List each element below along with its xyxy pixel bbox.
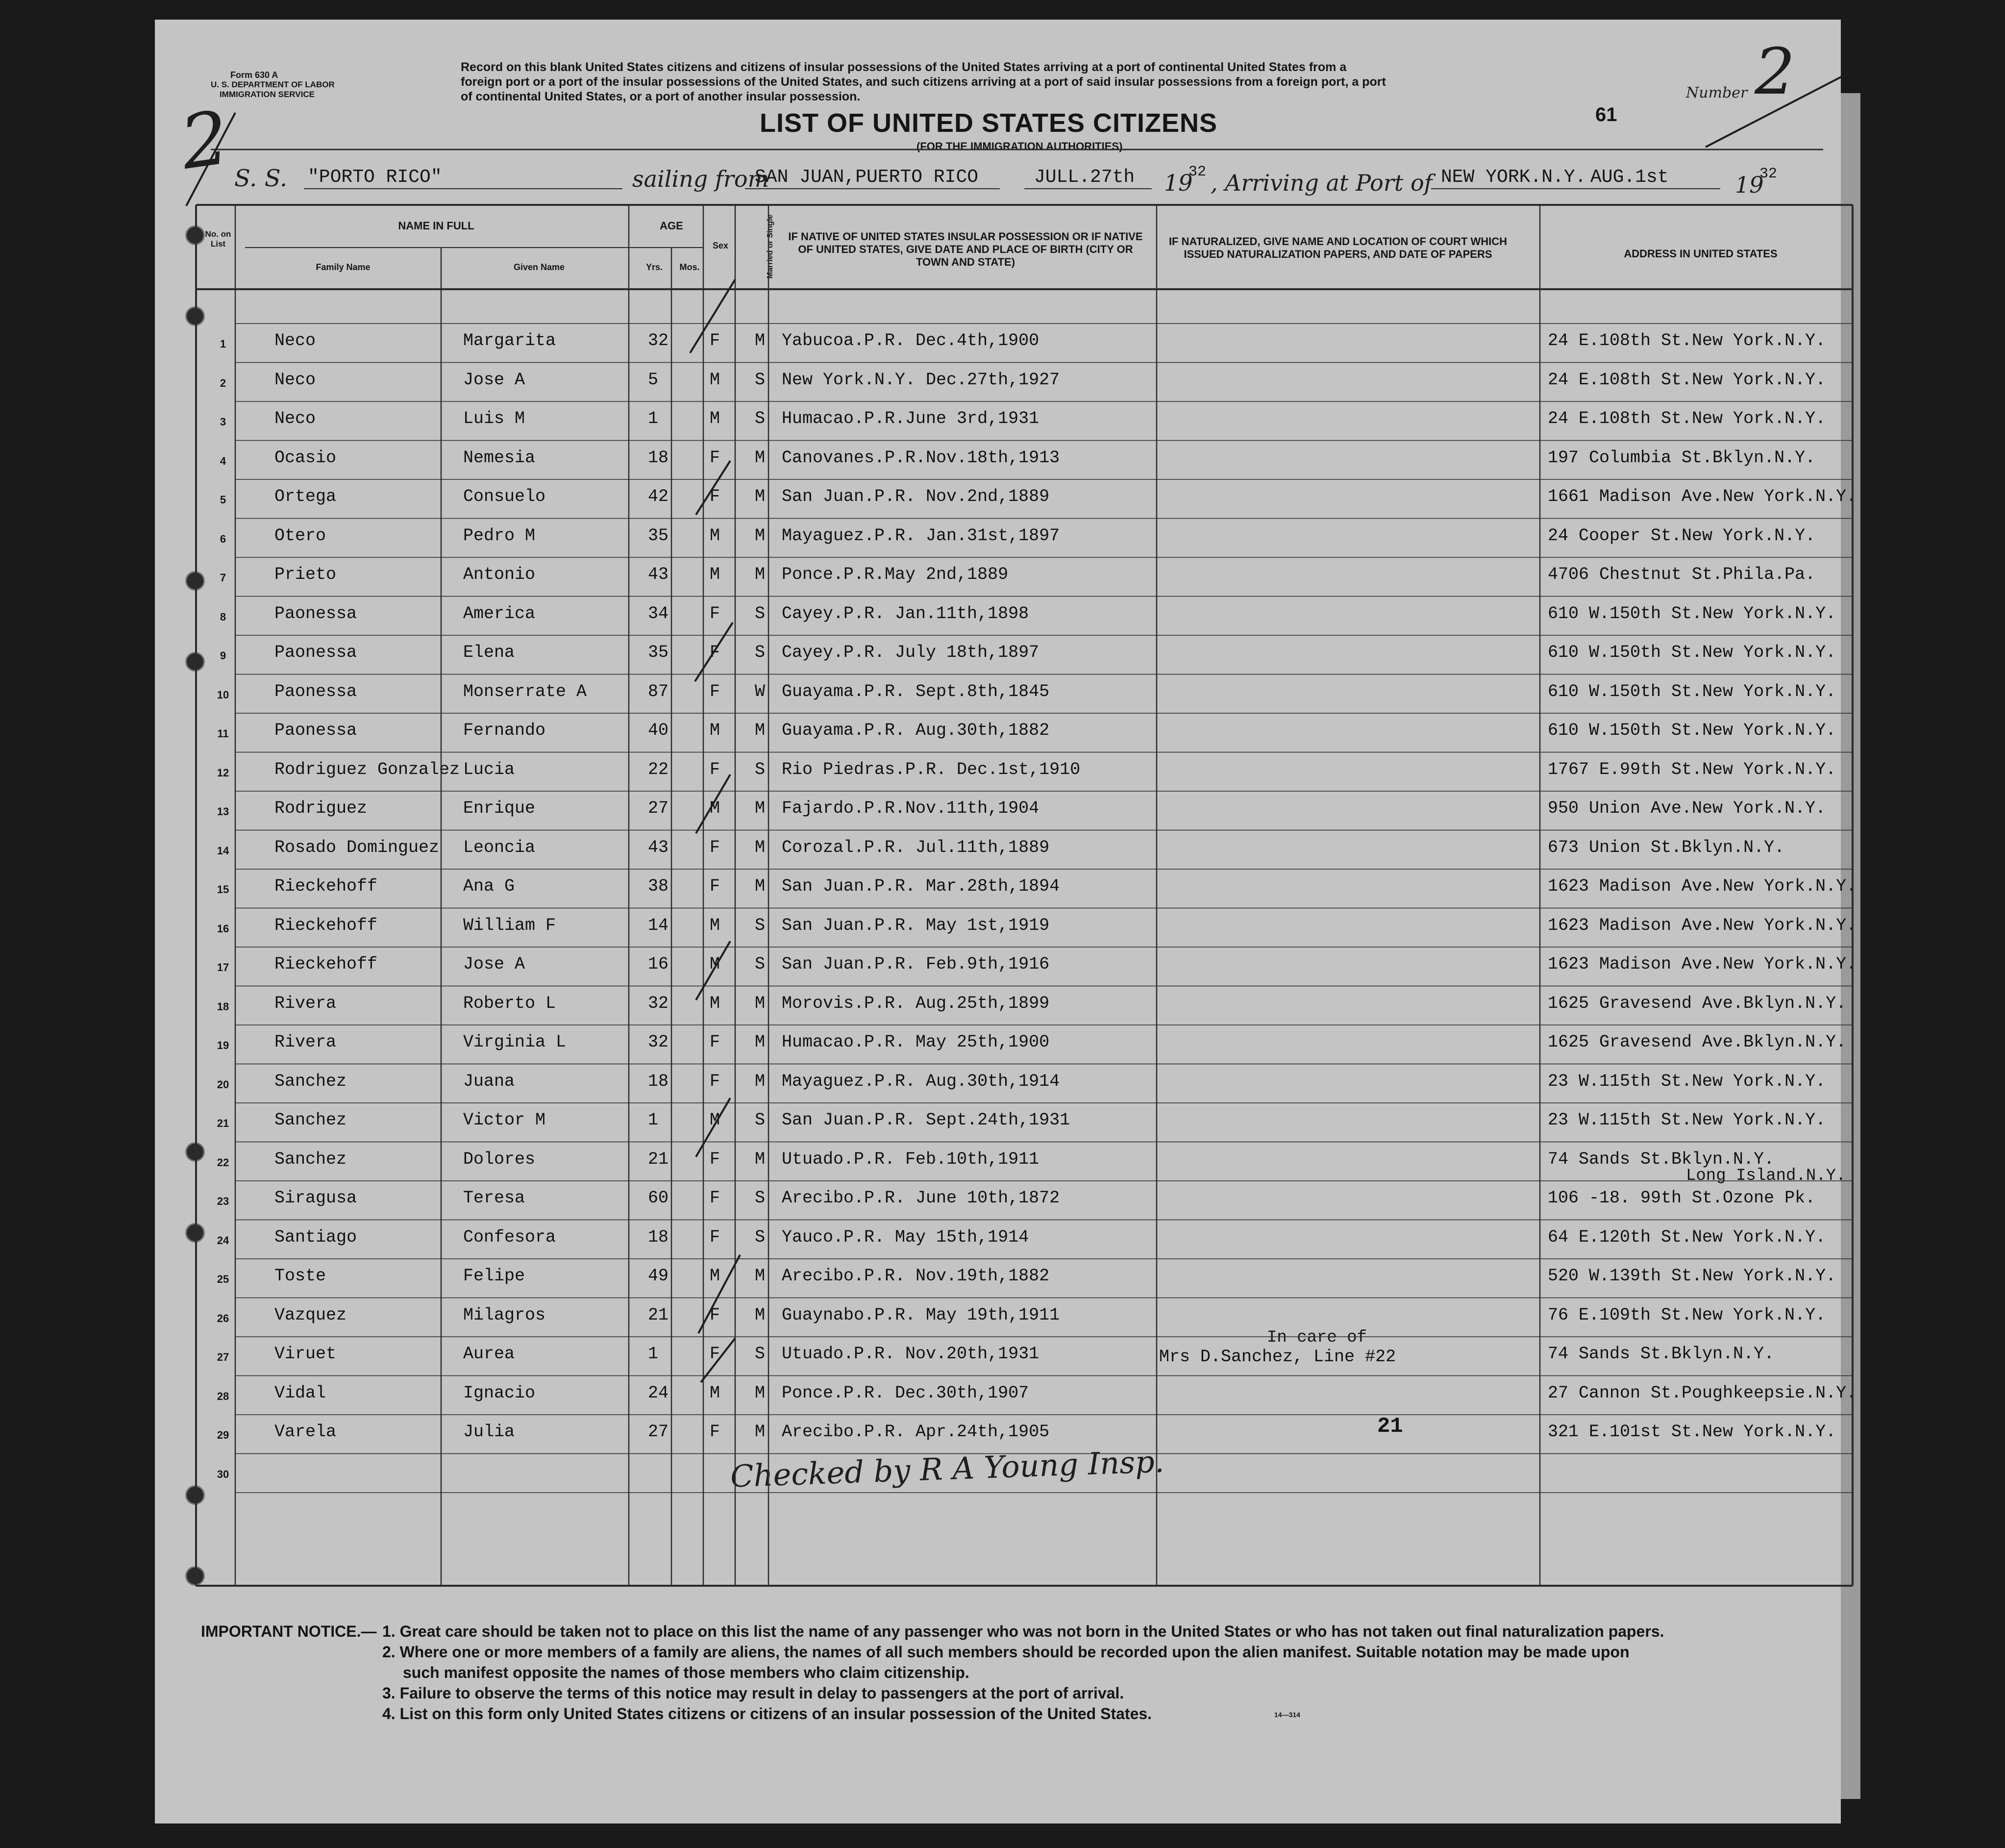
- given-name: Milagros: [463, 1305, 546, 1325]
- given-name: Roberto L: [463, 993, 556, 1013]
- birth-place-date: Cayey.P.R. Jan.11th,1898: [782, 603, 1029, 624]
- punch-hole: [185, 1142, 205, 1162]
- sex: M: [710, 993, 720, 1013]
- given-name: Margarita: [463, 331, 556, 350]
- address: 610 W.150th St.New York.N.Y.: [1548, 681, 1836, 701]
- sex: M: [710, 1110, 720, 1130]
- birth-place-date: San Juan.P.R. Feb.9th,1916: [782, 954, 1050, 974]
- notice-item-3: 3. Failure to observe the terms of this notice may result in delay to passengers at the port of arrival.: [382, 1684, 1124, 1702]
- sex: F: [710, 837, 720, 857]
- sex: F: [710, 448, 720, 468]
- family-name: Vazquez: [274, 1305, 347, 1325]
- given-name: Ana G: [463, 876, 515, 896]
- birth-place-date: Mayaguez.P.R. Aug.30th,1914: [782, 1071, 1060, 1091]
- age-years: 1: [648, 1344, 659, 1364]
- number-value: 2: [1755, 34, 1795, 109]
- row-number: 18: [217, 1000, 229, 1013]
- given-name: Antonio: [463, 565, 536, 584]
- dept-line-2: IMMIGRATION SERVICE: [220, 90, 315, 99]
- age-years: 40: [648, 721, 669, 740]
- marital-status: M: [755, 837, 766, 857]
- address: 23 W.115th St.New York.N.Y.: [1548, 1071, 1826, 1091]
- marital-status: S: [755, 759, 766, 779]
- age-years: 16: [648, 954, 669, 974]
- row-number: 19: [217, 1039, 229, 1051]
- row27-care-note: In care of: [1267, 1328, 1367, 1347]
- sex: F: [710, 1188, 720, 1208]
- row-number: 4: [220, 454, 226, 467]
- family-name: Sanchez: [274, 1149, 347, 1169]
- sex: F: [710, 1422, 720, 1442]
- family-name: Ocasio: [274, 448, 337, 468]
- address: 74 Sands St.Bklyn.N.Y.: [1548, 1344, 1775, 1364]
- sex: F: [710, 643, 720, 662]
- address: 1623 Madison Ave.New York.N.Y.: [1548, 876, 1857, 896]
- family-name: Varela: [274, 1422, 337, 1442]
- marital-status: S: [755, 954, 766, 974]
- row-number: 21: [217, 1117, 229, 1129]
- punch-hole: [185, 571, 205, 591]
- address: 197 Columbia St.Bklyn.N.Y.: [1548, 448, 1816, 468]
- marital-status: S: [755, 1227, 766, 1247]
- age-years: 60: [648, 1188, 669, 1208]
- dept-line-1: U. S. DEPARTMENT OF LABOR: [211, 80, 335, 89]
- sex: F: [710, 681, 720, 701]
- page-title: LIST OF UNITED STATES CITIZENS: [760, 108, 1217, 138]
- ss-label: S. S.: [234, 165, 288, 192]
- row-number: 26: [217, 1312, 229, 1324]
- sex: F: [710, 1227, 720, 1247]
- number-label: Number: [1686, 84, 1748, 101]
- row-number: 3: [220, 416, 226, 428]
- address: 1625 Gravesend Ave.Bklyn.N.Y.: [1548, 993, 1847, 1013]
- sex: F: [710, 1071, 720, 1091]
- family-name: Rivera: [274, 993, 337, 1013]
- sex: F: [710, 603, 720, 624]
- marital-status: M: [755, 1383, 766, 1403]
- address: 610 W.150th St.New York.N.Y.: [1548, 603, 1836, 624]
- age-years: 18: [648, 1227, 669, 1247]
- corner-mark: 2: [175, 95, 234, 186]
- age-years: 24: [648, 1383, 669, 1403]
- punch-hole: [185, 1485, 205, 1505]
- notice-item-1: 1. Great care should be taken not to place on this list the name of any passenger who was not born in the United States or who has not taken out final naturalization papers.: [382, 1623, 1664, 1640]
- sailing-date: JULL.27th: [1034, 167, 1135, 188]
- row-number: 23: [217, 1195, 229, 1207]
- address: 24 Cooper St.New York.N.Y.: [1548, 525, 1816, 546]
- marital-status: M: [755, 1266, 766, 1286]
- marital-status: M: [755, 1071, 766, 1091]
- family-name: Toste: [274, 1266, 326, 1286]
- age-years: 87: [648, 681, 669, 701]
- age-years: 21: [648, 1149, 669, 1169]
- marital-status: M: [755, 1032, 766, 1052]
- col-age: AGE: [660, 220, 683, 232]
- age-years: 35: [648, 643, 669, 662]
- row-number: 6: [220, 532, 226, 545]
- given-name: Julia: [463, 1422, 515, 1442]
- address: 4706 Chestnut St.Phila.Pa.: [1548, 565, 1816, 584]
- sex: F: [710, 1344, 720, 1364]
- row-number: 11: [217, 727, 229, 740]
- sailing-from: SAN JUAN,PUERTO RICO: [755, 167, 979, 188]
- form-id: Form 630 A: [230, 70, 278, 80]
- age-years: 34: [648, 603, 669, 624]
- birth-place-date: Canovanes.P.R.Nov.18th,1913: [782, 448, 1060, 468]
- age-years: 32: [648, 331, 669, 350]
- address: 1623 Madison Ave.New York.N.Y.: [1548, 915, 1857, 935]
- family-name: Rosado Dominguez: [274, 837, 440, 857]
- address: 64 E.120th St.New York.N.Y.: [1548, 1227, 1826, 1247]
- birth-place-date: Ponce.P.R.May 2nd,1889: [782, 565, 1009, 584]
- age-years: 38: [648, 876, 669, 896]
- marital-status: M: [755, 525, 766, 546]
- family-name: Ortega: [274, 487, 337, 506]
- marital-status: M: [755, 1422, 766, 1442]
- address: 1625 Gravesend Ave.Bklyn.N.Y.: [1548, 1032, 1847, 1052]
- marital-status: M: [755, 565, 766, 584]
- given-name: Virginia L: [463, 1032, 567, 1052]
- arriving-label: , Arriving at Port of: [1211, 170, 1433, 196]
- family-name: Paonessa: [274, 603, 357, 624]
- row-number: 28: [217, 1390, 229, 1402]
- given-name: Consuelo: [463, 487, 546, 506]
- family-name: Neco: [274, 370, 316, 390]
- sailing-year: 32: [1188, 164, 1207, 180]
- age-years: 32: [648, 1032, 669, 1052]
- sailing-from-label: sailing from: [632, 166, 769, 192]
- col-naturalized: IF NATURALIZED, GIVE NAME AND LOCATION OF COURT WHICH ISSUED NATURALIZATION PAPERS, AND DATE OF PAPERS: [1168, 235, 1508, 260]
- given-name: Monserrate A: [463, 681, 587, 701]
- marital-status: S: [755, 1110, 766, 1130]
- given-name: Victor M: [463, 1110, 546, 1130]
- row-number: 5: [220, 494, 226, 506]
- row-number: 2: [220, 376, 226, 389]
- age-years: 18: [648, 448, 669, 468]
- sex: M: [710, 565, 720, 584]
- address: 74 Sands St.Bklyn.N.Y.: [1548, 1149, 1775, 1169]
- col-sex: Sex: [712, 241, 729, 250]
- address: 520 W.139th St.New York.N.Y.: [1548, 1266, 1836, 1286]
- birth-place-date: Corozal.P.R. Jul.11th,1889: [782, 837, 1050, 857]
- family-name: Siragusa: [274, 1188, 357, 1208]
- birth-place-date: Utuado.P.R. Feb.10th,1911: [782, 1149, 1040, 1169]
- marital-status: M: [755, 721, 766, 740]
- sex: F: [710, 487, 720, 506]
- row-number: 16: [217, 922, 229, 935]
- age-years: 27: [648, 799, 669, 818]
- row-number: 25: [217, 1273, 229, 1285]
- birth-place-date: Yauco.P.R. May 15th,1914: [782, 1227, 1029, 1247]
- family-name: Paonessa: [274, 681, 357, 701]
- intro-line-3: of continental United States, or a port of another insular possession.: [461, 90, 861, 103]
- sex: F: [710, 1149, 720, 1169]
- birth-place-date: San Juan.P.R. Nov.2nd,1889: [782, 487, 1050, 506]
- marital-status: M: [755, 799, 766, 818]
- intro-line-1: Record on this blank United States citizens and citizens of insular possessions of the United States arriving at a port of continental United States from a: [461, 60, 1347, 74]
- address: 23 W.115th St.New York.N.Y.: [1548, 1110, 1826, 1130]
- family-name: Rodriguez: [274, 799, 368, 818]
- address: 610 W.150th St.New York.N.Y.: [1548, 643, 1836, 662]
- birth-place-date: San Juan.P.R. May 1st,1919: [782, 915, 1050, 935]
- row-number: 14: [217, 844, 229, 857]
- sex: M: [710, 954, 720, 974]
- birth-place-date: San Juan.P.R. Mar.28th,1894: [782, 876, 1060, 896]
- print-code: 14—314: [1274, 1711, 1300, 1719]
- marital-status: M: [755, 487, 766, 506]
- age-years: 5: [648, 370, 659, 390]
- row-number: 7: [220, 572, 226, 584]
- address: 673 Union St.Bklyn.N.Y.: [1548, 837, 1785, 857]
- given-name: Luis M: [463, 409, 525, 428]
- page-number: 61: [1595, 104, 1617, 125]
- birth-place-date: Cayey.P.R. July 18th,1897: [782, 643, 1040, 662]
- arrival-year: 32: [1759, 166, 1778, 182]
- age-years: 1: [648, 1110, 659, 1130]
- arrival-date: AUG.1st: [1590, 167, 1669, 188]
- row-number: 29: [217, 1429, 229, 1441]
- address: 1623 Madison Ave.New York.N.Y.: [1548, 954, 1857, 974]
- birth-place-date: Ponce.P.R. Dec.30th,1907: [782, 1383, 1029, 1403]
- row-number: 1: [220, 338, 226, 350]
- col-yrs: Yrs.: [645, 262, 663, 272]
- family-name: Prieto: [274, 565, 337, 584]
- sex: M: [710, 370, 720, 390]
- given-name: Nemesia: [463, 448, 536, 468]
- given-name: Fernando: [463, 721, 546, 740]
- birth-place-date: Mayaguez.P.R. Jan.31st,1897: [782, 525, 1060, 546]
- family-name: Paonessa: [274, 643, 357, 662]
- count-note: 21: [1377, 1414, 1403, 1439]
- given-name: Pedro M: [463, 525, 536, 546]
- ship-name: "PORTO RICO": [308, 167, 442, 188]
- birth-place-date: Arecibo.P.R. Apr.24th,1905: [782, 1422, 1050, 1442]
- address: 1767 E.99th St.New York.N.Y.: [1548, 759, 1836, 779]
- age-years: 22: [648, 759, 669, 779]
- address: 24 E.108th St.New York.N.Y.: [1548, 409, 1826, 428]
- row-number: 8: [220, 610, 226, 623]
- given-name: Leoncia: [463, 837, 536, 857]
- row-number: 9: [220, 649, 226, 662]
- family-name: Santiago: [274, 1227, 357, 1247]
- given-name: Ignacio: [463, 1383, 536, 1403]
- given-name: Confesora: [463, 1227, 556, 1247]
- address: 24 E.108th St.New York.N.Y.: [1548, 331, 1826, 350]
- age-years: 43: [648, 837, 669, 857]
- given-name: Teresa: [463, 1188, 525, 1208]
- sex: F: [710, 759, 720, 779]
- row-number: 22: [217, 1156, 229, 1169]
- marital-status: S: [755, 1344, 766, 1364]
- sex: M: [710, 409, 720, 428]
- age-years: 14: [648, 915, 669, 935]
- sex: M: [710, 1383, 720, 1403]
- birth-place-date: Humacao.P.R. May 25th,1900: [782, 1032, 1050, 1052]
- given-name: Jose A: [463, 954, 525, 974]
- birth-place-date: New York.N.Y. Dec.27th,1927: [782, 370, 1060, 390]
- sex: F: [710, 876, 720, 896]
- punch-hole: [185, 1566, 205, 1586]
- family-name: Otero: [274, 525, 326, 546]
- marital-status: M: [755, 1149, 766, 1169]
- naturalization-info: Mrs D.Sanchez, Line #22: [1159, 1347, 1396, 1367]
- birth-place-date: Guaynabo.P.R. May 19th,1911: [782, 1305, 1060, 1325]
- marital-status: S: [755, 643, 766, 662]
- family-name: Rieckehoff: [274, 915, 378, 935]
- row-number: 13: [217, 805, 229, 818]
- family-name: Rieckehoff: [274, 876, 378, 896]
- row-number: 30: [217, 1468, 229, 1480]
- birth-place-date: Utuado.P.R. Nov.20th,1931: [782, 1344, 1040, 1364]
- birth-place-date: San Juan.P.R. Sept.24th,1931: [782, 1110, 1070, 1130]
- col-no-on-list: No. on List: [205, 229, 231, 249]
- address: 76 E.109th St.New York.N.Y.: [1548, 1305, 1826, 1325]
- age-years: 27: [648, 1422, 669, 1442]
- age-years: 1: [648, 409, 659, 428]
- birth-place-date: Fajardo.P.R.Nov.11th,1904: [782, 799, 1040, 818]
- punch-hole: [185, 306, 205, 326]
- marital-status: S: [755, 603, 766, 624]
- punch-hole: [185, 652, 205, 672]
- marital-status: S: [755, 370, 766, 390]
- row-number: 17: [217, 961, 229, 974]
- row-number: 15: [217, 883, 229, 896]
- punch-hole: [185, 1223, 205, 1243]
- birth-place-date: Arecibo.P.R. Nov.19th,1882: [782, 1266, 1050, 1286]
- address: 321 E.101st St.New York.N.Y.: [1548, 1422, 1836, 1442]
- row23-extra-address: Long Island.N.Y.: [1686, 1167, 1846, 1185]
- arrival-port: NEW YORK.N.Y.: [1441, 167, 1586, 188]
- family-name: Viruet: [274, 1344, 337, 1364]
- family-name: Rivera: [274, 1032, 337, 1052]
- given-name: Felipe: [463, 1266, 525, 1286]
- row-number: 27: [217, 1351, 229, 1363]
- notice-item-2a: 2. Where one or more members of a family are aliens, the names of all such members should be recorded upon the alien manifest. Suitable notation may be made upon: [382, 1643, 1630, 1661]
- given-name: Elena: [463, 643, 515, 662]
- sex: M: [710, 721, 720, 740]
- birth-place-date: Rio Piedras.P.R. Dec.1st,1910: [782, 759, 1081, 779]
- checked-by-signature: Checked by R A Young Insp.: [729, 1443, 1165, 1495]
- birth-place-date: Morovis.P.R. Aug.25th,1899: [782, 993, 1050, 1013]
- page-edge: [1841, 93, 1860, 1799]
- sex: M: [710, 915, 720, 935]
- col-given-name: Given Name: [513, 262, 565, 272]
- family-name: Rodriguez Gonzalez: [274, 759, 460, 779]
- marital-status: M: [755, 993, 766, 1013]
- birth-place-date: Humacao.P.R.June 3rd,1931: [782, 409, 1040, 428]
- family-name: Sanchez: [274, 1071, 347, 1091]
- row-number: 24: [217, 1234, 229, 1247]
- marital-status: M: [755, 331, 766, 350]
- family-name: Sanchez: [274, 1110, 347, 1130]
- page-subtitle: (FOR THE IMMIGRATION AUTHORITIES): [916, 140, 1123, 152]
- family-name: Neco: [274, 409, 316, 428]
- sex: M: [710, 525, 720, 546]
- arrival-year-prefix: 19: [1735, 172, 1764, 198]
- birth-place-date: Guayama.P.R. Sept.8th,1845: [782, 681, 1050, 701]
- sex: F: [710, 1032, 720, 1052]
- marital-status: M: [755, 1305, 766, 1325]
- age-years: 32: [648, 993, 669, 1013]
- row-number: 12: [217, 766, 229, 779]
- col-mos: Mos.: [679, 262, 700, 272]
- birth-place-date: Arecibo.P.R. June 10th,1872: [782, 1188, 1060, 1208]
- age-years: 18: [648, 1071, 669, 1091]
- sex: F: [710, 331, 720, 350]
- intro-line-2: foreign port or a port of the insular possessions of the United States, and such citizens arriving at a port of said insular possessions from a foreign port, a port: [461, 75, 1386, 89]
- sex: M: [710, 799, 720, 818]
- intro-text: [461, 60, 1588, 104]
- address: 610 W.150th St.New York.N.Y.: [1548, 721, 1836, 740]
- birth-place-date: Guayama.P.R. Aug.30th,1882: [782, 721, 1050, 740]
- age-years: 21: [648, 1305, 669, 1325]
- address: 24 E.108th St.New York.N.Y.: [1548, 370, 1826, 390]
- notice-item-2b: such manifest opposite the names of those members who claim citizenship.: [403, 1664, 969, 1681]
- family-name: Neco: [274, 331, 316, 350]
- birth-place-date: Yabucoa.P.R. Dec.4th,1900: [782, 331, 1040, 350]
- family-name: Rieckehoff: [274, 954, 378, 974]
- given-name: Dolores: [463, 1149, 536, 1169]
- sex: M: [710, 1266, 720, 1286]
- sailing-year-prefix: 19: [1164, 170, 1193, 196]
- given-name: William F: [463, 915, 556, 935]
- given-name: Aurea: [463, 1344, 515, 1364]
- given-name: Juana: [463, 1071, 515, 1091]
- notice-item-4: 4. List on this form only United States citizens or citizens of an insular possession of the United States.: [382, 1705, 1152, 1723]
- col-name-in-full: NAME IN FULL: [398, 220, 474, 232]
- address: 1661 Madison Ave.New York.N.Y.: [1548, 487, 1857, 506]
- address: 106 -18. 99th St.Ozone Pk.: [1548, 1188, 1816, 1208]
- given-name: Enrique: [463, 799, 536, 818]
- family-name: Vidal: [274, 1383, 326, 1403]
- marital-status: S: [755, 409, 766, 428]
- sex: F: [710, 1305, 720, 1325]
- col-family-name: Family Name: [316, 262, 371, 272]
- address: 950 Union Ave.New York.N.Y.: [1548, 799, 1826, 818]
- marital-status: S: [755, 1188, 766, 1208]
- row-number: 20: [217, 1078, 229, 1091]
- marital-status: M: [755, 876, 766, 896]
- row-number: 10: [217, 688, 229, 701]
- age-years: 43: [648, 565, 669, 584]
- notice-heading: IMPORTANT NOTICE.—: [201, 1623, 377, 1640]
- given-name: Lucia: [463, 759, 515, 779]
- address: 27 Cannon St.Poughkeepsie.N.Y.: [1548, 1383, 1857, 1403]
- marital-status: W: [755, 681, 766, 701]
- given-name: Jose A: [463, 370, 525, 390]
- col-married-single: Married or Single: [766, 214, 774, 279]
- marital-status: M: [755, 448, 766, 468]
- age-years: 35: [648, 525, 669, 546]
- age-years: 49: [648, 1266, 669, 1286]
- given-name: America: [463, 603, 536, 624]
- marital-status: S: [755, 915, 766, 935]
- col-birth: IF NATIVE OF UNITED STATES INSULAR POSSESSION OR IF NATIVE OF UNITED STATES, GIVE DATE AND PLACE OF BIRTH (CITY OR TOWN AND STATE): [788, 230, 1143, 268]
- col-address: ADDRESS IN UNITED STATES: [1624, 248, 1778, 260]
- family-name: Paonessa: [274, 721, 357, 740]
- age-years: 42: [648, 487, 669, 506]
